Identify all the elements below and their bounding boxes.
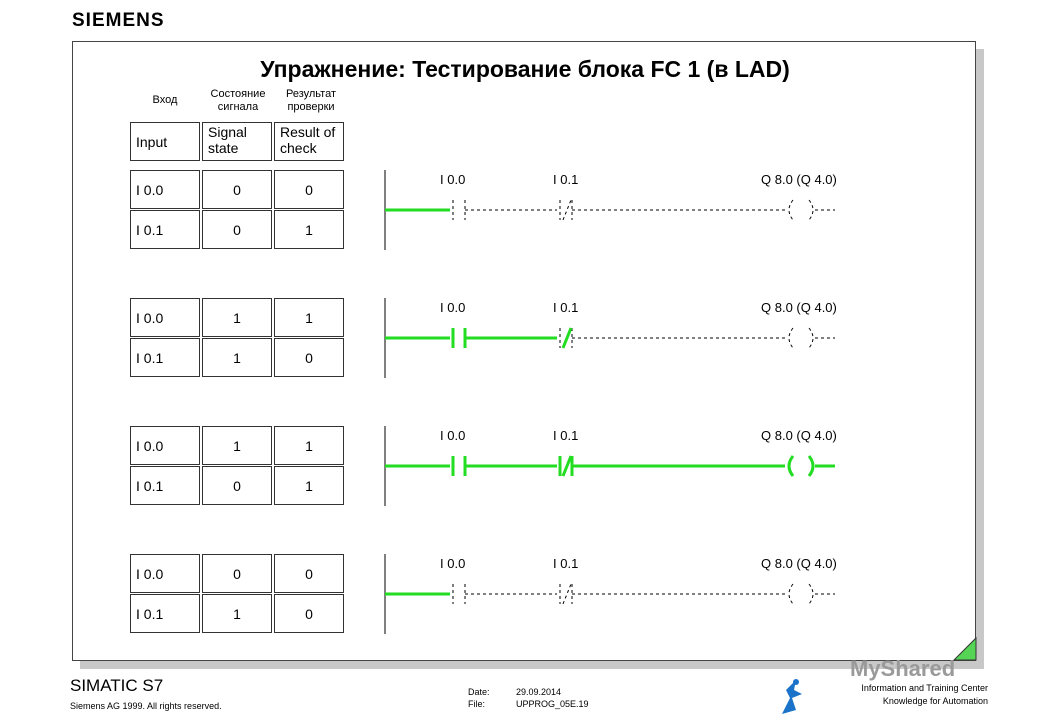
table-state-cell: 0 [202, 466, 272, 505]
contact-b-slash [563, 584, 571, 604]
coil-label: Q 8.0 (Q 4.0) [761, 428, 837, 443]
contact-label-a: I 0.0 [440, 556, 466, 571]
ladder-rung [385, 298, 837, 378]
contact-label-b: I 0.1 [553, 172, 579, 187]
table-input-cell: I 0.0 [130, 554, 200, 593]
table-state-cell: 0 [202, 554, 272, 593]
training-center-line1: Information and Training Center [861, 683, 988, 693]
coil-left [789, 328, 793, 348]
header-ru-result: Результат проверки [285, 88, 337, 113]
watermark: MyShared [850, 656, 956, 681]
coil-left [789, 456, 793, 476]
coil-left [789, 584, 793, 604]
table-result-cell: 1 [274, 466, 344, 505]
table-state-cell: 1 [202, 298, 272, 337]
training-center-line2: Knowledge for Automation [882, 696, 988, 706]
contact-label-a: I 0.0 [440, 428, 466, 443]
table-input-cell: I 0.0 [130, 170, 200, 209]
copyright: Siemens AG 1999. All rights reserved. [70, 701, 222, 711]
table-result-cell: 1 [274, 298, 344, 337]
date-label: Date: [468, 687, 490, 697]
table-input-cell: I 0.1 [130, 466, 200, 505]
header-input: Input [130, 122, 200, 161]
coil-right [809, 200, 813, 220]
contact-b-slash [563, 456, 571, 476]
table-state-cell: 1 [202, 426, 272, 465]
training-center-logo-icon [774, 676, 808, 716]
header-ru-state: Состояние сигнала [210, 88, 266, 113]
table-result-cell: 0 [274, 338, 344, 377]
contact-label-a: I 0.0 [440, 172, 466, 187]
file-label: File: [468, 699, 486, 709]
table-result-cell: 1 [274, 426, 344, 465]
coil-label: Q 8.0 (Q 4.0) [761, 556, 837, 571]
table-input-cell: I 0.0 [130, 298, 200, 337]
coil-left [789, 200, 793, 220]
header-ru-input: Вход [152, 94, 178, 106]
slide-title: Упражнение: Тестирование блока FC 1 (в LAD) [260, 56, 790, 82]
table-result-cell: 0 [274, 594, 344, 633]
siemens-logo: SIEMENS [72, 10, 165, 31]
table-input-cell: I 0.1 [130, 594, 200, 633]
coil-right [809, 584, 813, 604]
table-state-cell: 1 [202, 594, 272, 633]
contact-label-b: I 0.1 [553, 556, 579, 571]
ladder-rung [385, 426, 837, 506]
table-result-cell: 0 [274, 554, 344, 593]
coil-label: Q 8.0 (Q 4.0) [761, 300, 837, 315]
date-value: 29.09.2014 [516, 687, 562, 697]
header-signal-state: Signal state [202, 122, 272, 161]
table-input-cell: I 0.0 [130, 426, 200, 465]
header-result: Result of check [274, 122, 344, 161]
contact-label-a: I 0.0 [440, 300, 466, 315]
contact-b-slash [563, 328, 571, 348]
ladder-rung [385, 170, 837, 250]
coil-right [809, 328, 813, 348]
table-state-cell: 1 [202, 338, 272, 377]
coil-label: Q 8.0 (Q 4.0) [761, 172, 837, 187]
ladder-diagram [73, 42, 977, 662]
ladder-rung [385, 554, 837, 634]
table-state-cell: 0 [202, 170, 272, 209]
contact-b-slash [563, 200, 571, 220]
slide-frame [72, 41, 976, 661]
table-state-cell: 0 [202, 210, 272, 249]
table-result-cell: 1 [274, 210, 344, 249]
table-input-cell: I 0.1 [130, 338, 200, 377]
product-name: SIMATIC S7 [70, 676, 164, 695]
table-result-cell: 0 [274, 170, 344, 209]
coil-right [809, 456, 813, 476]
corner-triangle-icon [950, 636, 978, 662]
contact-label-b: I 0.1 [553, 300, 579, 315]
contact-label-b: I 0.1 [553, 428, 579, 443]
file-value: UPPROG_05E.19 [516, 699, 589, 709]
table-input-cell: I 0.1 [130, 210, 200, 249]
training-center [861, 682, 988, 708]
